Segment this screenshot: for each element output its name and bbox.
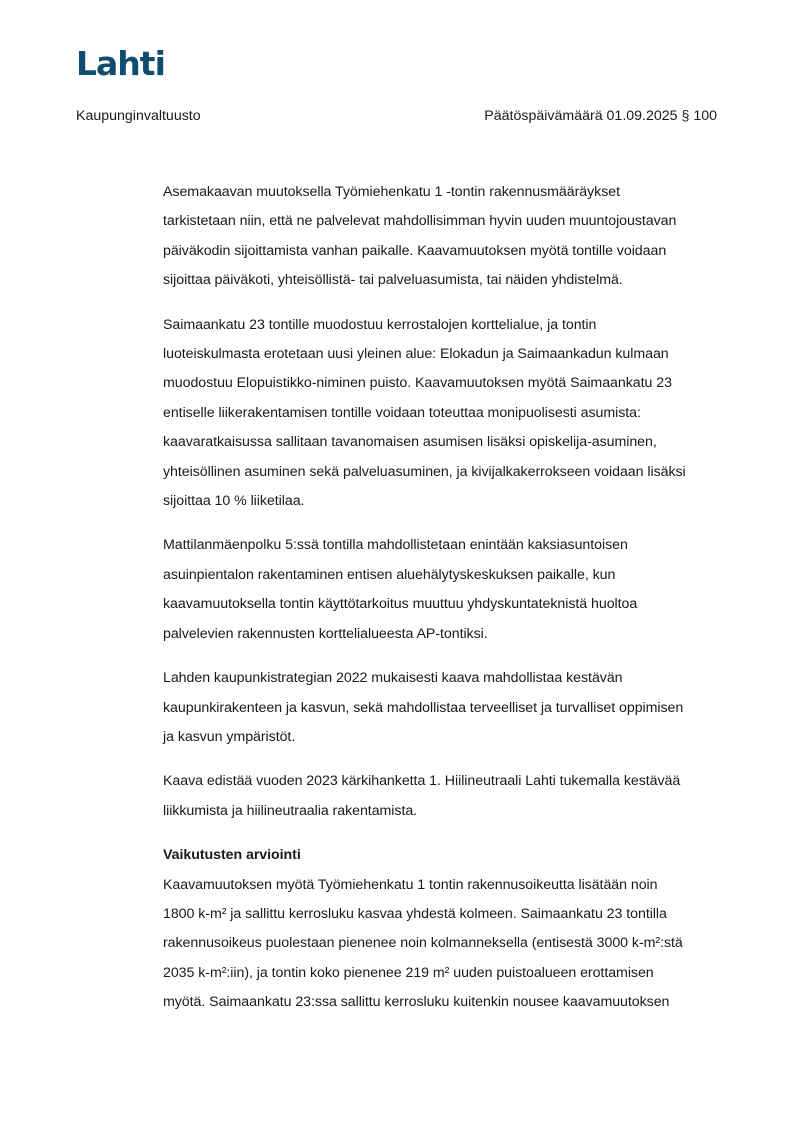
text-line: päiväkodin sijoittamista vanhan paikalle. Kaavamuutoksen myötä tontille voidaan [163, 242, 667, 259]
text-line: sijoittaa päiväkoti, yhteisöllistä- tai palveluasumista, tai näiden yhdistelmä. [163, 272, 623, 289]
document-body [163, 178, 723, 1033]
text-line: luoteiskulmasta erotetaan uusi yleinen alue: Elokadun ja Saimaankadun kulmaan [163, 346, 669, 363]
text-line: 1800 k-m² ja sallittu kerrosluku kasvaa yhdestä kolmeen. Saimaankatu 23 tontilla [163, 905, 667, 922]
text-line: palvelevien rakennusten korttelialueesta AP-tontiksi. [163, 625, 488, 642]
text-line: yhteisöllinen asuminen sekä palveluasuminen, ja kivijalkakerrokseen voidaan lisäksi [163, 463, 686, 480]
body-name: Kaupunginvaltuusto [76, 108, 201, 124]
text-line: kaavamuutoksella tontin käyttötarkoitus muuttuu yhdyskuntateknistä huoltoa [163, 596, 638, 613]
section-heading: Vaikutusten arviointi [163, 847, 301, 864]
text-line: Mattilanmäenpolku 5:ssä tontilla mahdollistetaan enintään kaksiasuntoisen [163, 537, 628, 554]
text-line: 2035 k-m²:iin), ja tontin koko pienenee 219 m² uuden puistoalueen erottamisen [163, 964, 654, 981]
text-line: asuinpientalon rakentaminen entisen aluehälytyskeskuksen paikalle, kun [163, 566, 616, 583]
text-line: Lahden kaupunkistrategian 2022 mukaisesti kaava mahdollistaa kestävän [163, 670, 623, 687]
lahti-logo: Lahti [76, 44, 165, 83]
text-line: kaavaratkaisussa sallitaan tavanomaisen asumisen lisäksi opiskelija-asuminen, [163, 434, 657, 451]
text-line: myötä. Saimaankatu 23:ssa sallittu kerrosluku kuitenkin nousee kaavamuutoksen [163, 994, 670, 1011]
text-line: tarkistetaan niin, että ne palvelevat mahdollisimman hyvin uuden muuntojoustavan [163, 213, 677, 230]
paragraph-saimaankatu [163, 311, 723, 517]
paragraph-key-project [163, 767, 723, 826]
text-line: kaupunkirakenteen ja kasvun, sekä mahdollistaa terveelliset ja turvalliset oppimisen [163, 699, 684, 716]
paragraph-tyomiehenkatu [163, 178, 723, 296]
paragraph-impact-assessment [163, 871, 723, 1018]
text-line: muodostuu Elopuistikko-niminen puisto. Kaavamuutoksen myötä Saimaankatu 23 [163, 375, 672, 392]
text-line: rakennusoikeus puolestaan pienenee noin kolmanneksella (entisestä 3000 k-m²:stä [163, 935, 683, 952]
text-line: Kaavamuutoksen myötä Työmiehenkatu 1 tontin rakennusoikeutta lisätään noin [163, 876, 658, 893]
text-line: Saimaankatu 23 tontille muodostuu kerrostalojen korttelialue, ja tontin [163, 316, 597, 333]
paragraph-strategy [163, 664, 723, 752]
text-line: ja kasvun ympäristöt. [163, 728, 296, 745]
paragraph-mattilanmaenpolku [163, 531, 723, 649]
decision-reference: Päätöspäivämäärä 01.09.2025 § 100 [484, 108, 717, 124]
text-line: Kaava edistää vuoden 2023 kärkihanketta 1. Hiilineutraali Lahti tukemalla kestävää [163, 773, 681, 790]
text-line: entiselle liikerakentamisen tontille voidaan toteuttaa monipuolisesti asumista: [163, 404, 641, 421]
text-line: sijoittaa 10 % liiketilaa. [163, 493, 305, 510]
text-line: Asemakaavan muutoksella Työmiehenkatu 1 -tontin rakennusmääräykset [163, 184, 620, 200]
text-line: liikkumista ja hiilineutraalia rakentamista. [163, 802, 418, 819]
